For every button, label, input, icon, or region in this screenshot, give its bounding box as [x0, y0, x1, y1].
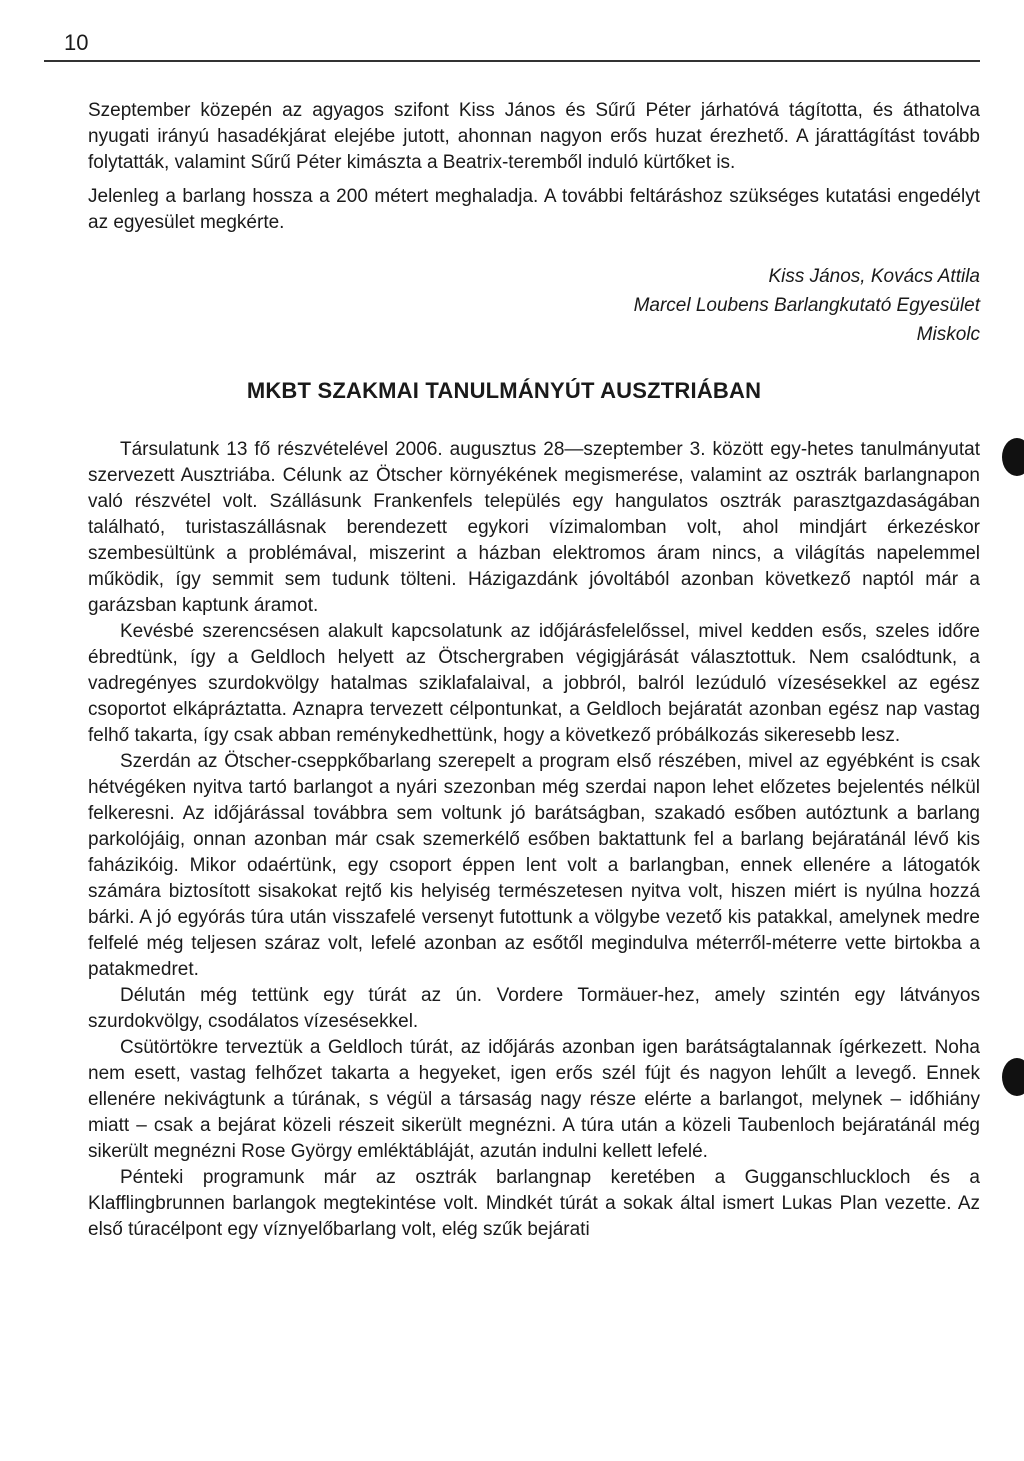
- article1-signature: [88, 262, 980, 349]
- article2-paragraph-4: Délután még tettünk egy túrát az ún. Vordere Tormäuer-hez, amely szintén egy látványos szurdokvölgy, csodálatos vízesésekkel.: [88, 985, 980, 1032]
- signature-organization: Marcel Loubens Barlangkutató Egyesület: [633, 295, 980, 316]
- signature-city: Miskolc: [916, 324, 980, 345]
- article2-paragraph-1: Társulatunk 13 fő részvételével 2006. augusztus 28—szeptember 3. között egy-hetes tanulmányutat szervezett Ausztriába. Célunk az Ötscher környékének megismerése, valamint az osztrák barlangnapon való részvétel volt. Szállásunk Frankenfels település egy hangulatos osztrák parasztgazdaságában található, turistaszállásnak berendezett egykori vízimalomban volt, ahol mindjárt érkezéskor szembesültünk a problémával, miszerint a házban elektromos áram nincs, a világítás napelemmel működik, így semmit sem tudunk tölteni. Házigazdánk jóvoltából azonban következő naptól már a garázsban kaptunk áramot.: [88, 439, 980, 616]
- article1-paragraph-2: Jelenleg a barlang hossza a 200 métert meghaladja. A további feltáráshoz szükséges kutatási engedélyt az egyesület megkérte.: [88, 186, 980, 233]
- punch-hole-bottom: [1002, 1058, 1024, 1096]
- page-number: 10: [64, 30, 89, 55]
- text-column: [88, 98, 980, 1243]
- article2-paragraph-6: Pénteki programunk már az osztrák barlangnap keretében a Gugganschluckloch és a Klafflingbrunnen barlangok megtekintése volt. Mindkét túrát a sokak által ismert Lukas Plan vezette. Az első túracélpont egy víznyelőbarlang volt, elég szűk bejárati: [88, 1167, 980, 1240]
- signature-authors: Kiss János, Kovács Attila: [768, 266, 980, 287]
- punch-hole-top: [1002, 438, 1024, 476]
- article1-paragraph-1: Szeptember közepén az agyagos szifont Kiss János és Sűrű Péter járhatóvá tágította, és áthatolva nyugati irányú hasadékjárat elejébe jutott, ahonnan nagyon erős huzat érezhető. A járattágítást tovább folytatták, valamint Sűrű Péter kimászta a Beatrix-teremből induló kürtőket is.: [88, 100, 980, 173]
- article2-paragraph-3: Szerdán az Ötscher-cseppkőbarlang szerepelt a program első részében, mivel az egyébként is csak hétvégéken nyitva tartó barlangot a nyári szezonban még szerdai napon lehet előzetes bejelentés nélkül felkeresni. Az időjárással továbbra sem voltunk jó barátságban, szakadó esőben autóztunk a barlang parkolójáig, onnan azonban már csak szemerkélő esőben baktattunk fel a barlang bejáratánál lévő kis faházikóig. Mikor odaértünk, egy csoport éppen lent volt a barlangban, ennek ellenére a látogatók számára biztosított sisakokat rejtő kis helyiség természetesen nyitva volt, hiszen miért is nyúlna hozzá bárki. A jó egyórás túra után visszafelé versenyt futottunk a völgybe vezető kis patakkal, amelynek medre felfelé még teljesen száraz volt, lefelé azonban az esőtől megindulva méterről-méterre vette birtokba a patakmedret.: [88, 751, 980, 980]
- article2-paragraph-5: Csütörtökre terveztük a Geldloch túrát, az időjárás azonban igen barátságtalannak ígérkezett. Noha nem esett, vastag felhőzet takarta a hegyeket, igen erős szél fújt és nagyon lehűlt a levegő. Ennek ellenére nekivágtunk a túrának, s végül a társaság nagy része elérte a barlangot, melynek – időhiány miatt – csak a bejárat közeli részeit sikerült megnézni. A túra után a közeli Taubenloch bejáratánál még sikerült megnézni Rose György emléktábláját, azután indulni kellett lefelé.: [88, 1037, 980, 1162]
- header-rule: [44, 60, 980, 62]
- article2-paragraph-2: Kevésbé szerencsésen alakult kapcsolatunk az időjárásfelelőssel, mivel kedden esős, szeles időre ébredtünk, így a Geldloch helyett az Ötschergraben végigjárását választottuk. Nem csalódtunk, a vadregényes szurdokvölgy hatalmas sziklafalaival, a jobbról, balról lezúduló vízesésekkel az egész csoportot elkápráztatta. Aznapra tervezett célpontunkat, a Geldloch bejáratát azonban egész nap vastag felhő takarta, így csak abban reménykedhettünk, hogy a következő próbálkozás sikeresebb lesz.: [88, 621, 980, 746]
- article2-title: MKBT SZAKMAI TANULMÁNYÚT AUSZTRIÁBAN: [246, 378, 762, 403]
